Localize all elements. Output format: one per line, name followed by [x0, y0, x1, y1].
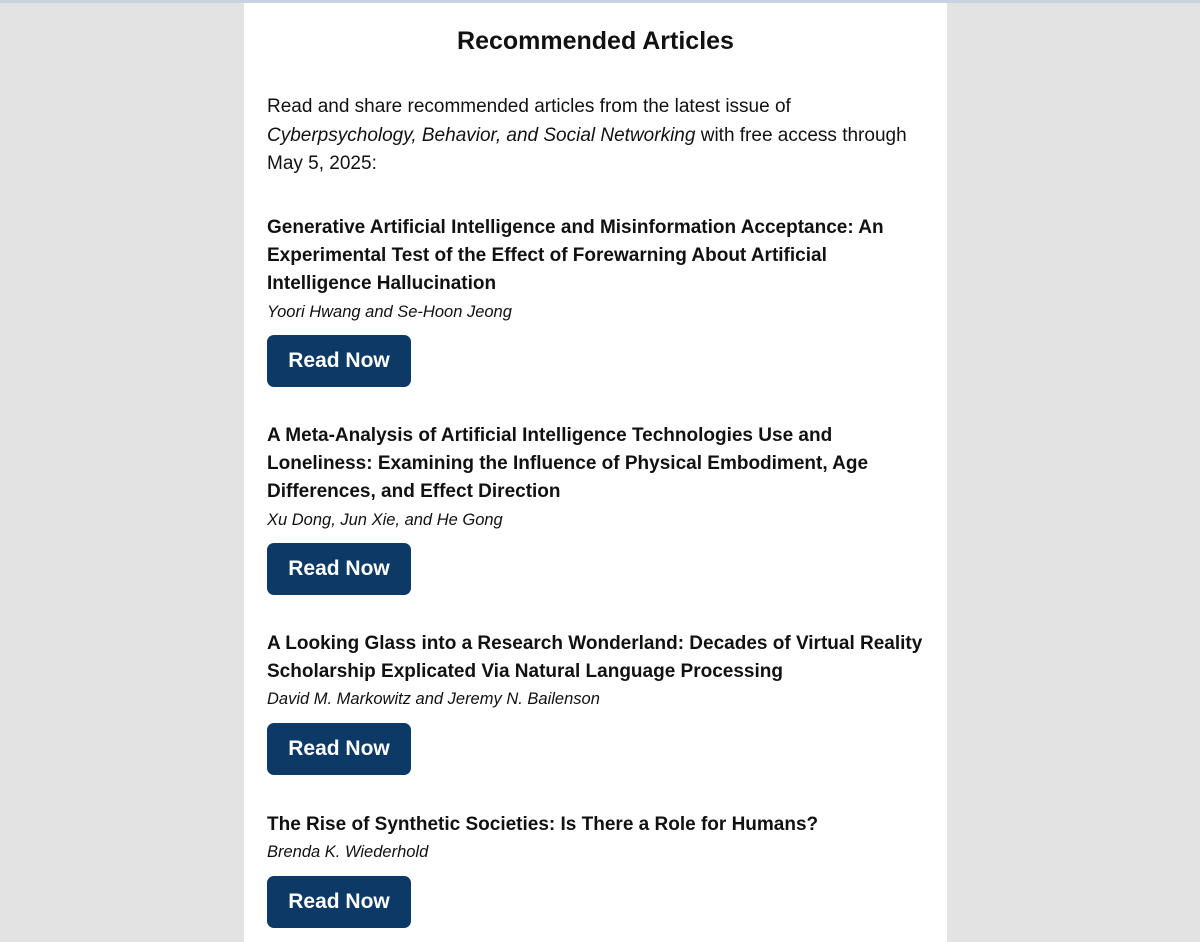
- article-title[interactable]: A Looking Glass into a Research Wonderland: Decades of Virtual Reality Scholarship Explicated Via Natural Language Processing: [267, 633, 923, 683]
- journal-name: Cyberpsychology, Behavior, and Social Networking: [267, 124, 696, 146]
- read-now-button[interactable]: Read Now: [267, 876, 411, 928]
- article-title[interactable]: Generative Artificial Intelligence and Misinformation Acceptance: An Experimental Test of the Effect of Forewarning About Artificial Intelligence Hallucination: [267, 217, 884, 295]
- article-item: [267, 422, 927, 580]
- article-authors: Xu Dong, Jun Xie, and He Gong: [267, 510, 503, 529]
- article-title[interactable]: The Rise of Synthetic Societies: Is There a Role for Humans?: [267, 814, 819, 835]
- page-title: Recommended Articles: [457, 27, 734, 55]
- intro-paragraph: [267, 93, 917, 179]
- read-now-button[interactable]: Read Now: [267, 335, 411, 387]
- article-item: [267, 214, 927, 372]
- article-item: [267, 630, 927, 760]
- intro-text-after: with free access through May 5, 2025:: [267, 124, 907, 174]
- intro-text-before: Read and share recommended articles from the latest issue of: [267, 96, 791, 117]
- read-now-button[interactable]: Read Now: [267, 543, 411, 595]
- read-now-button[interactable]: Read Now: [267, 723, 411, 775]
- article-authors: Brenda K. Wiederhold: [267, 843, 429, 862]
- article-authors: David M. Markowitz and Jeremy N. Bailenson: [267, 690, 600, 709]
- article-authors: Yoori Hwang and Se-Hoon Jeong: [267, 302, 512, 321]
- article-title[interactable]: A Meta-Analysis of Artificial Intelligence Technologies Use and Loneliness: Examining the Influence of Physical Embodiment, Age Differences, and Effect Direction: [267, 425, 869, 503]
- article-item: [267, 811, 927, 913]
- email-content-panel: [244, 3, 947, 942]
